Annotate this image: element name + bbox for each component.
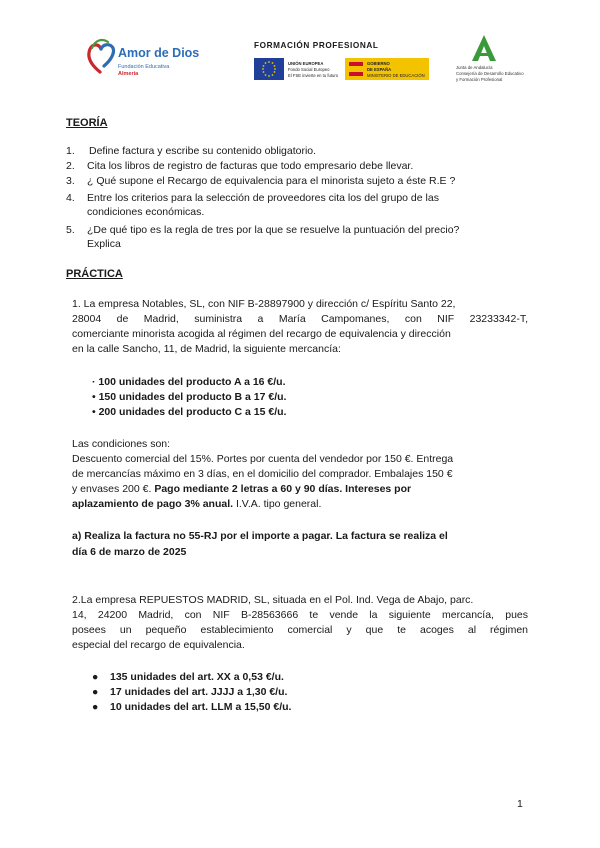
- ex1-cond-4-bold: aplazamiento de pago 3% anual.: [72, 498, 234, 510]
- amor-de-dios-logo: [86, 36, 216, 84]
- teoria-item-5-line-1: ¿De qué tipo es la regla de tres por la que se resuelve la puntuación del precio?: [87, 224, 460, 236]
- teoria-num-5: 5.: [66, 224, 75, 236]
- fp-title: FORMACIÓN PROFESIONAL: [254, 41, 379, 50]
- teoria-item-4-line-1: Entre los criterios para la selección de proveedores cita los del grupo de las: [87, 192, 439, 204]
- ex2-line-3: posees un pequeño establecimiento comercial y que te acoges al régimen: [72, 624, 528, 636]
- teoria-item-1: Define factura y escribe su contenido obligatorio.: [89, 145, 317, 157]
- amor-title: Amor de Dios: [118, 46, 200, 60]
- practica-heading: PRÁCTICA: [66, 268, 123, 280]
- junta-a-icon: [469, 34, 499, 62]
- teoria-item-4-line-2: condiciones económicas.: [87, 206, 205, 218]
- teoria-num-4: 4.: [66, 192, 75, 204]
- teoria-item-5-line-2: Explica: [87, 238, 121, 250]
- ex2-bullet-3: [92, 700, 291, 714]
- ex1-line-4: en la calle Sancho, 11, de Madrid, la siguiente mercancía:: [72, 343, 341, 355]
- eu-line-1: UNIÓN EUROPEA: [288, 61, 324, 66]
- ex1-conditions-title: Las condiciones son:: [72, 438, 171, 450]
- ex1-task-a-line-1: a) Realiza la factura no 55-RJ por el importe a pagar. La factura se realiza el: [72, 530, 448, 542]
- ex1-conditions-line-3: [72, 482, 528, 496]
- amor-subtitle: Fundación Educativa: [118, 64, 170, 70]
- ex1-line-2: 28004 de Madrid, suministra a María Campomanes, con NIF 23233342-T,: [72, 313, 528, 325]
- bullet-dot-icon: ●: [92, 671, 99, 683]
- junta-andalucia-logo: [452, 34, 522, 88]
- ex2-bullet-3-text: 10 unidades del art. LLM a 15,50 €/u.: [110, 701, 292, 713]
- teoria-num-2: 2.: [66, 160, 75, 172]
- ex1-bullet-2: • 150 unidades del producto B a 17 €/u.: [92, 391, 287, 403]
- es-line-1: GOBIERNO: [367, 61, 390, 66]
- ex2-bullet-1-text: 135 unidades del art. XX a 0,53 €/u.: [110, 671, 284, 683]
- ex2-bullet-2-text: 17 unidades del art. JJJJ a 1,30 €/u.: [110, 686, 288, 698]
- es-line-3: MINISTERIO DE EDUCACIÓN: [367, 73, 425, 78]
- ex1-cond-3-normal: y envases 200 €.: [72, 483, 155, 495]
- eu-line-2: Fondo Social Europeo: [288, 67, 330, 72]
- teoria-heading: TEORÍA: [66, 117, 108, 129]
- ex1-conditions-line-2: de mercancías máximo en 3 días, en el domicilio del comprador. Embalajes 150 €: [72, 468, 453, 480]
- eu-line-3: El FSE invierte en tu futuro: [288, 73, 339, 78]
- ja-line-2: Consejería de Desarrollo Educativo: [456, 71, 524, 76]
- ja-line-1: Junta de Andalucía: [456, 65, 493, 70]
- spain-flag-icon: [349, 62, 363, 76]
- ex1-conditions-line-1: Descuento comercial del 15%. Portes por cuenta del vendedor por 150 €. Entrega: [72, 453, 454, 465]
- ex2-line-2: 14, 24200 Madrid, con NIF B-28563666 te vende la siguiente mercancía, pues: [72, 609, 528, 621]
- eu-stars-icon: [254, 58, 284, 80]
- page-number: 1: [517, 798, 523, 810]
- ex2-bullet-1: [92, 670, 284, 684]
- ex1-task-a-line-2: día 6 de marzo de 2025: [72, 546, 187, 558]
- teoria-item-3: ¿ Qué supone el Recargo de equivalencia para el minorista sujeto a éste R.E ?: [87, 175, 456, 187]
- ex2-line-4: especial del recargo de equivalencia.: [72, 639, 245, 651]
- gobierno-espana-logo: [345, 58, 429, 80]
- ex1-line-3: comerciante minorista acogida al régimen del recargo de equivalencia y dirección: [72, 328, 451, 340]
- es-line-2: DE ESPAÑA: [367, 67, 392, 72]
- amor-city: Almería: [118, 71, 139, 77]
- ex1-bullet-3: • 200 unidades del producto C a 15 €/u.: [92, 406, 287, 418]
- ex1-cond-4-normal: I.V.A. tipo general.: [233, 498, 322, 510]
- ex1-conditions-line-4: [72, 497, 528, 511]
- ja-line-3: y Formación Profesional: [456, 77, 503, 82]
- bullet-dot-icon: ●: [92, 701, 99, 713]
- eu-logo: [254, 58, 340, 80]
- ex1-bullet-1: · 100 unidades del producto A a 16 €/u.: [92, 376, 286, 388]
- teoria-num-3: 3.: [66, 175, 75, 187]
- ex2-line-1: 2.La empresa REPUESTOS MADRID, SL, situada en el Pol. Ind. Vega de Abajo, parc.: [72, 594, 474, 606]
- teoria-num-1: 1.: [66, 145, 75, 157]
- bullet-dot-icon: ●: [92, 686, 99, 698]
- teoria-item-2: Cita los libros de registro de facturas que todo empresario debe llevar.: [87, 160, 414, 172]
- ex1-line-1: 1. La empresa Notables, SL, con NIF B-28897900 y dirección c/ Espíritu Santo 22,: [72, 298, 456, 310]
- heart-logo-icon: [86, 36, 116, 76]
- ex2-bullet-2: [92, 685, 287, 699]
- page-header: [0, 28, 600, 88]
- ex1-cond-3-bold: Pago mediante 2 letras a 60 y 90 días. Intereses por: [154, 483, 412, 495]
